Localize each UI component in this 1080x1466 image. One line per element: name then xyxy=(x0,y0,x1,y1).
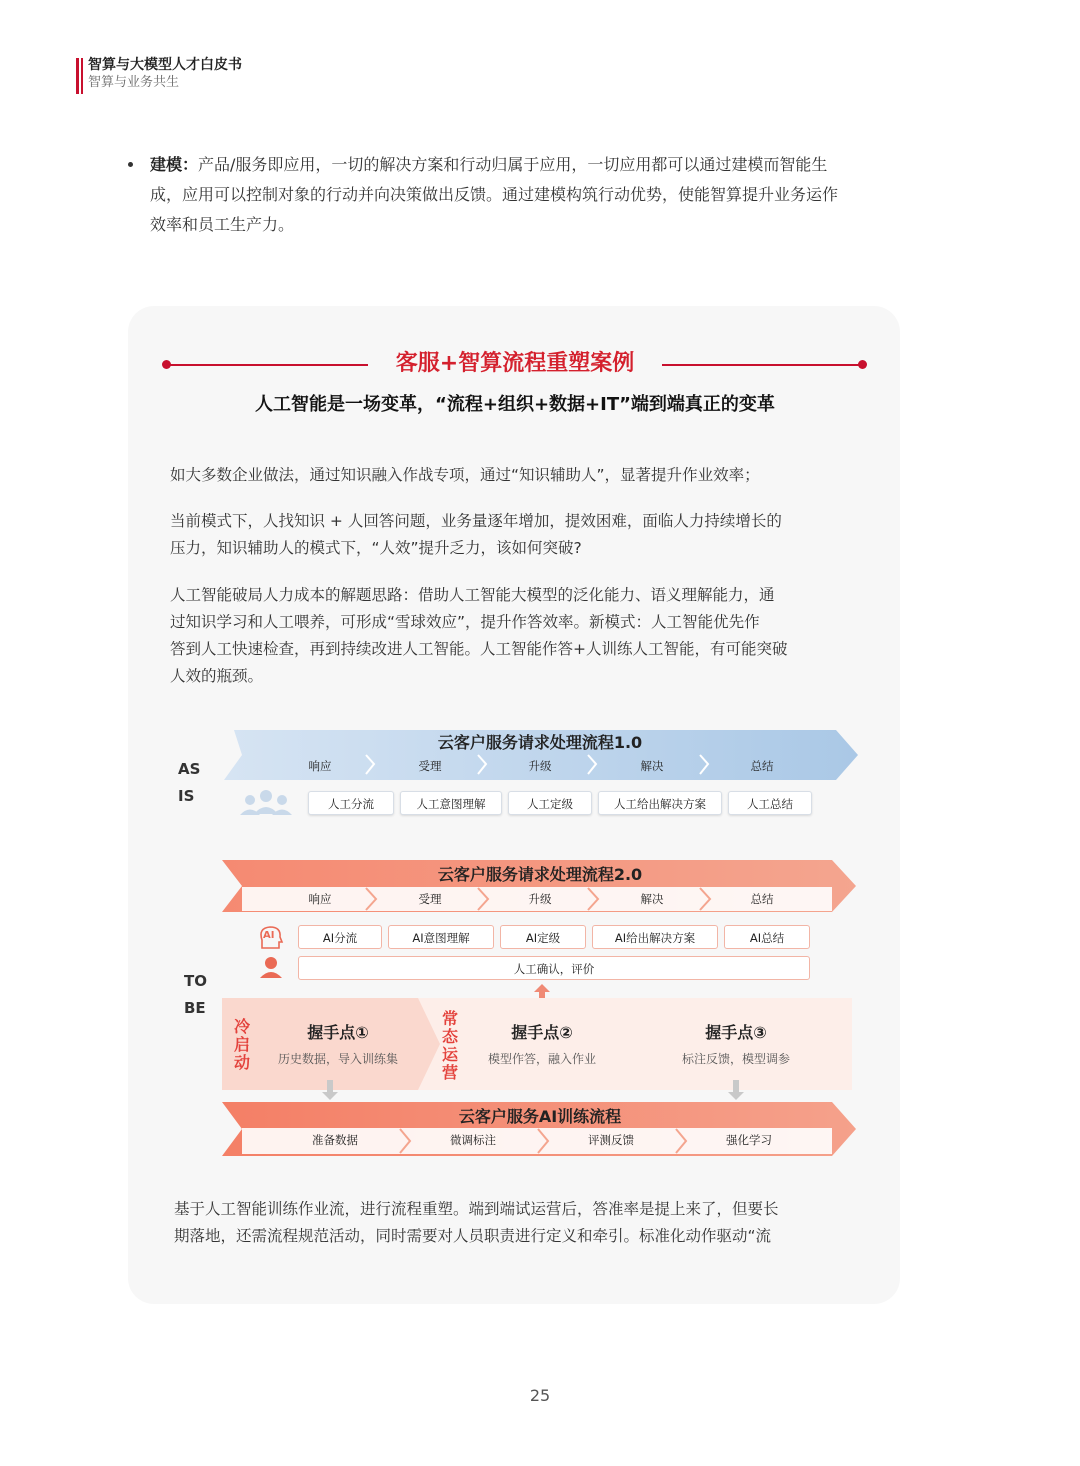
down-arrow-icon-left xyxy=(322,1080,338,1100)
header-title: 智算与大模型人才白皮书 xyxy=(88,57,242,73)
grip-3-title: 握手点③ xyxy=(705,1023,767,1042)
bullet-line-2: 成，应用可以控制对象的行动并向决策做出反馈。通过建模构筑行动优势，使能智算提升业务运作 xyxy=(150,185,839,204)
title-rule-right xyxy=(662,364,862,366)
tobe-box-1: AI分流 xyxy=(298,925,382,949)
flow1-stage-5: 总结 xyxy=(750,759,774,773)
header-subtitle: 智算与业务共生 xyxy=(88,75,180,90)
asis-box-5: 人工总结 xyxy=(728,791,812,815)
grip-2-title: 握手点② xyxy=(511,1023,573,1042)
grip-1-desc: 历史数据，导入训练集 xyxy=(277,1052,398,1066)
flow1-stage-1: 响应 xyxy=(308,759,332,773)
grip-1-title: 握手点① xyxy=(307,1023,369,1042)
modeling-bullet xyxy=(124,150,904,240)
asis-box-3: 人工定级 xyxy=(508,791,592,815)
paragraph-2: 当前模式下，人找知识 + 人回答问题，业务量逐年增加，提效困难，面临人力持续增长的 压力，知识辅助人的模式下，“人效”提升乏力，该如何突破? xyxy=(170,512,782,557)
cold-start-label: 冷启动 xyxy=(233,1017,250,1072)
ai-head-icon: AI xyxy=(256,924,284,950)
asis-box-2: 人工意图理解 xyxy=(400,791,502,815)
tobe-box-4: AI给出解决方案 xyxy=(592,925,718,949)
flow2-stage-3: 升级 xyxy=(528,892,552,906)
normal-ops-label: 常态运营 xyxy=(441,1009,458,1082)
paragraph-4: 基于人工智能训练作业流，进行流程重塑。端到端试运营后，答准率是提上来了，但要长 期落地，还需流程规范活动，同时需要对人员职责进行定义和牵引。标准化动作驱动“流 xyxy=(174,1200,779,1245)
grip-3-desc: 标注反馈，模型调参 xyxy=(681,1052,790,1066)
as-is-label: AS IS xyxy=(178,760,201,805)
people-group-icon xyxy=(238,788,294,816)
flow1-stage-4: 解决 xyxy=(640,759,664,773)
flow2-stage-4: 解决 xyxy=(640,892,664,906)
training-title: 云客户服务AI训练流程 xyxy=(458,1107,622,1126)
flow1-stage-2: 受理 xyxy=(418,759,442,773)
panel-subtitle: 人工智能是一场变革，“流程+组织+数据+IT”端到端真正的变革 xyxy=(255,394,775,415)
paragraph-1: 如大多数企业做法，通过知识融入作战专项，通过“知识辅助人”，显著提升作业效率； xyxy=(170,466,760,484)
cold-start-panel xyxy=(222,998,442,1090)
training-stage-3: 评测反馈 xyxy=(588,1133,634,1147)
flow1-stage-3: 升级 xyxy=(528,759,552,773)
page-number: 25 xyxy=(529,1386,551,1405)
down-arrow-icon-right xyxy=(728,1080,744,1100)
asis-box-4: 人工给出解决方案 xyxy=(598,791,722,815)
human-agent-icon xyxy=(258,955,284,979)
header-accent-bar xyxy=(76,58,79,94)
flow2-stage-1: 响应 xyxy=(308,892,332,906)
training-stage-1: 准备数据 xyxy=(312,1133,358,1147)
tobe-box-5: AI总结 xyxy=(724,925,810,949)
flow1-title: 云客户服务请求处理流程1.0 xyxy=(437,733,643,752)
tobe-box-3: AI定级 xyxy=(500,925,586,949)
title-rule-left xyxy=(168,364,368,366)
panel-title: 客服+智算流程重塑案例 xyxy=(395,351,635,376)
flow2-title: 云客户服务请求处理流程2.0 xyxy=(437,865,643,884)
training-stage-2: 微调标注 xyxy=(450,1133,496,1147)
header-accent-bar-thin xyxy=(81,58,83,94)
asis-box-1: 人工分流 xyxy=(308,791,394,815)
human-confirm-box: 人工确认，评价 xyxy=(298,956,810,980)
flow2-stage-5: 总结 xyxy=(750,892,774,906)
bullet-line-1: 建模：产品/服务即应用，一切的解决方案和行动归属于应用，一切应用都可以通过建模而智能生 xyxy=(150,155,828,174)
flow2-stage-2: 受理 xyxy=(418,892,442,906)
grip-2-desc: 模型作答，融入作业 xyxy=(487,1052,596,1066)
bullet-dot xyxy=(128,162,133,167)
training-stage-4: 强化学习 xyxy=(726,1133,772,1147)
running-header xyxy=(76,56,242,94)
to-be-label: TO BE xyxy=(184,972,207,1017)
bullet-label: 建模： xyxy=(150,155,199,174)
title-rule-dot-right xyxy=(858,360,867,369)
paragraph-3: 人工智能破局人力成本的解题思路：借助人工智能大模型的泛化能力、语义理解能力，通 过知识学习和人工喂养，可形成“雪球效应”，提升作答效率。新模式：人工智能优先作 答到人工快速检查，再到持续改进人工智能。人工智能作答+人训练人工智能，有可能突破 人效的瓶颈。 xyxy=(170,586,788,685)
bullet-line-3: 效率和员工生产力。 xyxy=(150,215,295,234)
tobe-box-2: AI意图理解 xyxy=(388,925,494,949)
